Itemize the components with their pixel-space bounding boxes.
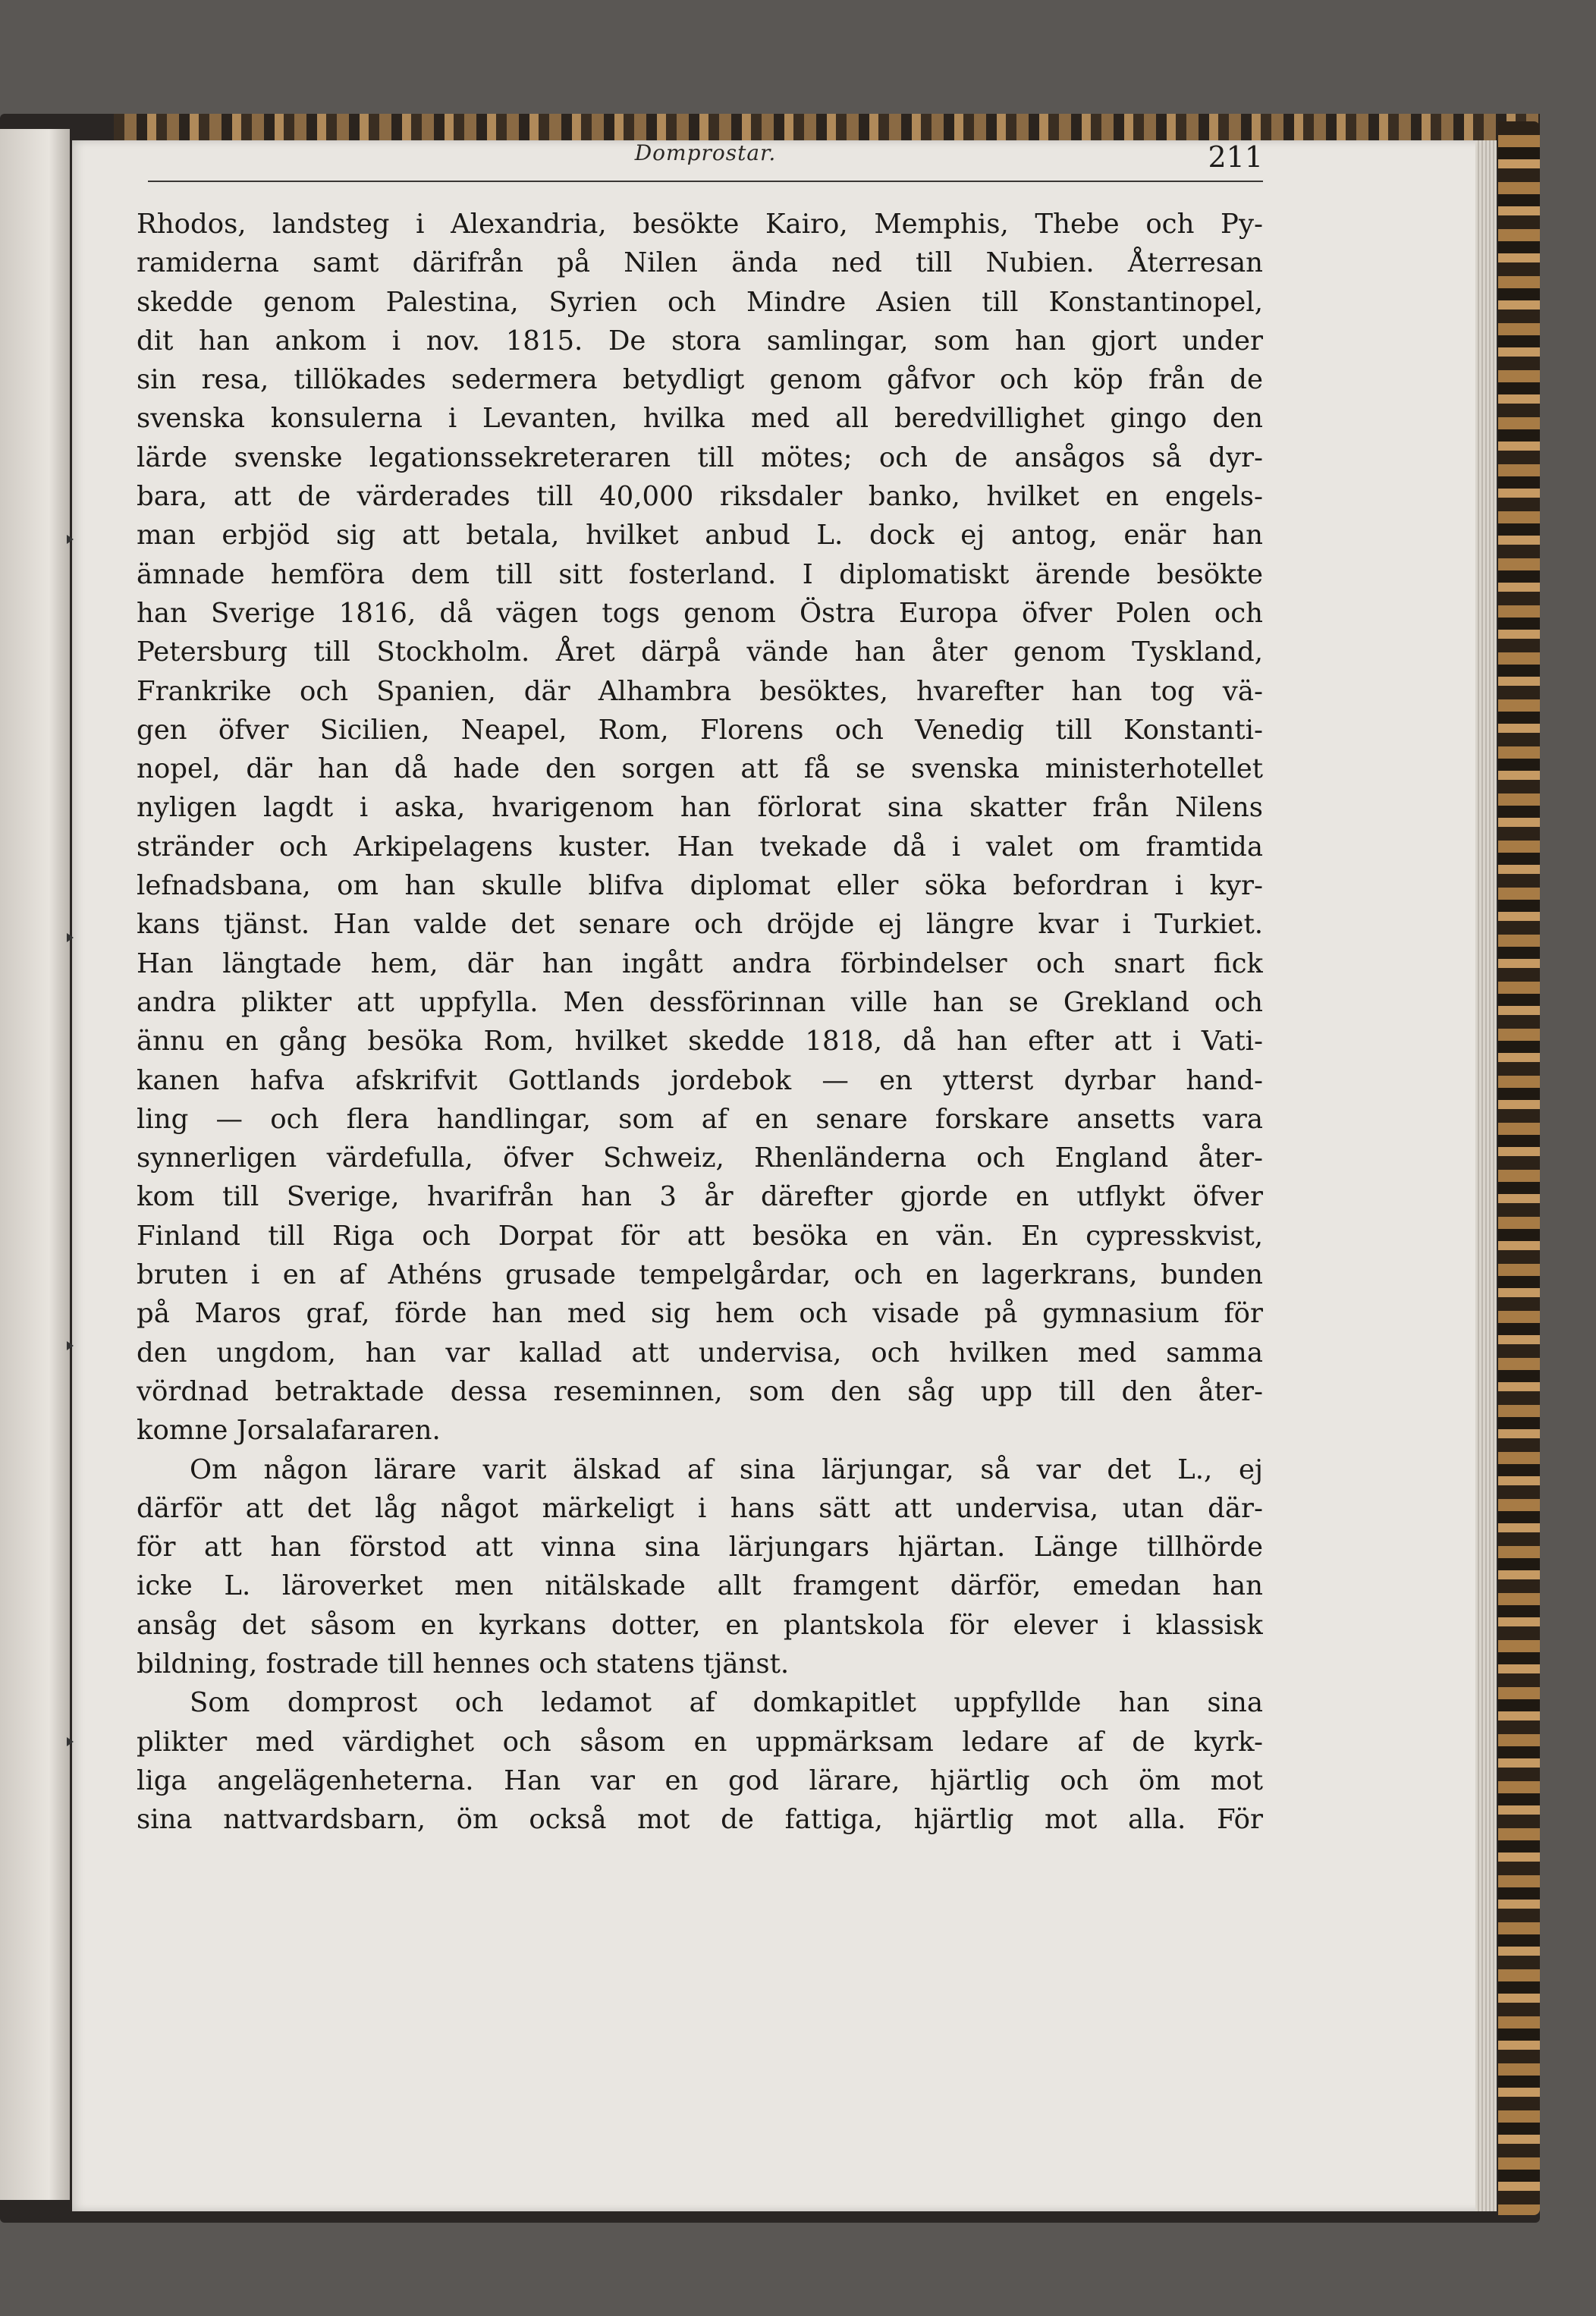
text-line: han Sverige 1816, då vägen togs genom Östra Europa öfver Polen och <box>137 597 1263 629</box>
page-header <box>148 140 1263 178</box>
header-rule <box>148 181 1263 182</box>
text-line: Om någon lärare varit älskad af sina lärjungar, så var det L., ej <box>190 1453 1263 1485</box>
text-line: ling — och flera handlingar, som af en senare forskare ansetts vara <box>137 1103 1263 1135</box>
page-stack-edge <box>1475 140 1497 2211</box>
text-line: svenska konsulerna i Levanten, hvilka med all beredvillighet gingo den <box>137 403 1263 435</box>
text-line: plikter med värdighet och såsom en uppmärksam ledare af de kyrk- <box>137 1726 1263 1758</box>
text-line: Finland till Riga och Dorpat för att besöka en vän. En cypresskvist, <box>137 1220 1263 1252</box>
text-line: sin resa, tillökades sedermera betydligt genom gåfvor och köp från de <box>137 364 1263 396</box>
text-line: bruten i en af Athéns grusade tempelgårdar, och en lagerkrans, bunden <box>137 1259 1263 1291</box>
left-page-edge <box>0 129 70 2200</box>
page-number: 211 <box>1208 140 1263 174</box>
text-line: den ungdom, han var kallad att undervisa, och hvilken med samma <box>137 1337 1263 1369</box>
text-line: ramiderna samt därifrån på Nilen ända ned till Nubien. Återresan <box>137 247 1263 279</box>
text-line: ansåg det såsom en kyrkans dotter, en plantskola för elever i klassisk <box>137 1609 1263 1641</box>
text-line: vördnad betraktade dessa reseminnen, som den såg upp till den åter- <box>137 1375 1263 1407</box>
text-line: Som domprost och ledamot af domkapitlet uppfyllde han sina <box>190 1687 1263 1719</box>
margin-tick-mark <box>67 1341 74 1350</box>
text-line: bara, att de värderades till 40,000 riksdaler banko, hvilket en engels- <box>137 481 1263 513</box>
text-line: komne Jorsalafararen. <box>137 1415 441 1447</box>
marbled-fore-edge <box>1498 121 1540 2215</box>
text-line: dit han ankom i nov. 1815. De stora samlingar, som han gjort under <box>137 325 1263 357</box>
body-text <box>137 205 1263 1839</box>
text-line: andra plikter att uppfylla. Men dessförinnan ville han se Grekland och <box>137 986 1263 1018</box>
text-line: kanen hafva afskrifvit Gottlands jordebok — en ytterst dyrbar hand- <box>137 1064 1263 1096</box>
text-line: på Maros graf, förde han med sig hem och visade på gymnasium för <box>137 1298 1263 1330</box>
text-line: nyligen lagdt i aska, hvarigenom han förlorat sina skatter från Nilens <box>137 792 1263 824</box>
running-title: Domprostar. <box>634 140 777 165</box>
text-line: sina nattvardsbarn, öm också mot de fattiga, hjärtlig mot alla. För <box>137 1804 1263 1836</box>
text-line: gen öfver Sicilien, Neapel, Rom, Florens och Venedig till Konstanti- <box>137 714 1263 746</box>
text-line: Frankrike och Spanien, där Alhambra besöktes, hvarefter han tog vä- <box>137 675 1263 707</box>
text-line: Petersburg till Stockholm. Året därpå vände han åter genom Tyskland, <box>137 636 1263 668</box>
text-line: stränder och Arkipelagens kuster. Han tvekade då i valet om framtida <box>137 831 1263 863</box>
text-line: ämnade hemföra dem till sitt fosterland. I diplomatiskt ärende besökte <box>137 558 1263 590</box>
text-line: för att han förstod att vinna sina lärjungars hjärtan. Länge tillhörde <box>137 1532 1263 1563</box>
text-line: nopel, där han då hade den sorgen att få se svenska ministerhotellet <box>137 753 1263 785</box>
text-line: kans tjänst. Han valde det senare och dröjde ej längre kvar i Turkiet. <box>137 909 1263 941</box>
text-line: liga angelägenheterna. Han var en god lärare, hjärtlig och öm mot <box>137 1764 1263 1796</box>
margin-tick-mark <box>67 1737 74 1746</box>
text-line: kom till Sverige, hvarifrån han 3 år därefter gjorde en utflykt öfver <box>137 1181 1263 1213</box>
text-line: lefnadsbana, om han skulle blifva diplomat eller söka befordran i kyr- <box>137 870 1263 902</box>
text-line: synnerligen värdefulla, öfver Schweiz, Rhenländerna och England åter- <box>137 1142 1263 1174</box>
text-line: man erbjöd sig att betala, hvilket anbud L. dock ej antog, enär han <box>137 520 1263 552</box>
text-line: Rhodos, landsteg i Alexandria, besökte Kairo, Memphis, Thebe och Py- <box>137 209 1263 240</box>
text-line: bildning, fostrade till hennes och statens tjänst. <box>137 1648 790 1680</box>
margin-tick-mark <box>67 933 74 942</box>
text-line: skedde genom Palestina, Syrien och Mindre Asien till Konstantinopel, <box>137 286 1263 318</box>
margin-tick-mark <box>67 535 74 544</box>
text-line: ännu en gång besöka Rom, hvilket skedde 1818, då han efter att i Vati- <box>137 1026 1263 1057</box>
text-line: lärde svenske legationssekreteraren till mötes; och de ansågos så dyr- <box>137 442 1263 473</box>
text-line: icke L. läroverket men nitälskade allt framgent därför, emedan han <box>137 1570 1263 1602</box>
text-line: därför att det låg något märkeligt i hans sätt att undervisa, utan där- <box>137 1492 1263 1524</box>
text-line: Han längtade hem, där han ingått andra förbindelser och snart fick <box>137 947 1263 979</box>
